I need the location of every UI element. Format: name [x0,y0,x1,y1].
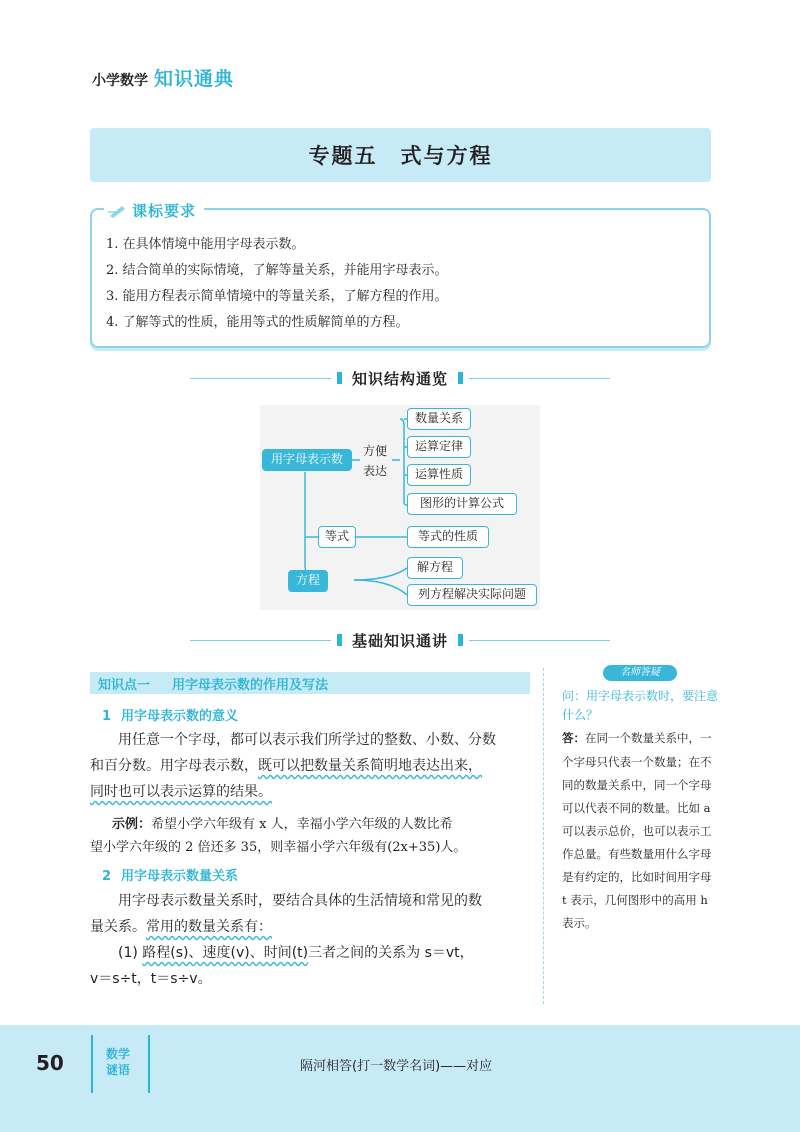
book-title: 知识通典 [154,68,235,90]
footer-divider [91,1035,93,1093]
knowledge-point-header [90,672,530,694]
curriculum-heading [104,200,204,221]
example-block [90,812,524,859]
divider-line [190,378,331,379]
text-segment: 和百分数。用字母表示数， [90,758,258,774]
curriculum-heading-text: 课标要求 [132,202,197,220]
subsection-title: 用字母表示数的意义 [121,709,239,724]
text-segment: (1) [118,945,143,961]
node-shape-formulas: 图形的计算公式 [407,493,517,515]
subsection-number: 1 [102,709,112,724]
node-apply-equation: 列方程解决实际问题 [407,584,537,606]
riddle-tag-line: 数学 [105,1047,130,1061]
teacher-qa-sidebar [562,665,718,935]
example-text: 希望小学六年级有 x 人，幸福小学六年级的人数比希 [151,817,453,832]
divider-bar [337,372,342,384]
emphasized-text: 同时也可以表示运算的结果。 [90,784,272,800]
page-footer [0,1025,800,1132]
divider-line [469,378,610,379]
divider-bar [458,372,463,384]
paragraph-line [90,940,522,966]
knowledge-structure-diagram [260,405,540,610]
node-letters-as-numbers: 用字母表示数 [262,449,352,471]
pen-icon [108,204,128,218]
bridge-label-line1: 方便 [363,444,388,458]
node-equation: 方程 [288,570,328,592]
paragraph-line: v＝s÷t，t＝s÷v。 [90,971,212,987]
requirement-item: 1. 在具体情境中能用字母表示数。 [106,237,305,252]
node-quantity-relation: 数量关系 [407,408,471,430]
sidebar-answer [562,727,718,935]
emphasized-text: 常用的数量关系有： [146,919,272,935]
paragraph-line: 用字母表示数量关系时，要结合具体的生活情境和常见的数 [118,893,482,909]
example-line [112,812,524,836]
subsection-number: 2 [102,869,112,884]
requirement-item: 3. 能用方程表示简单情境中的等量关系，了解方程的作用。 [106,289,448,304]
requirement-list [106,232,448,336]
book-series: 小学数学 [92,73,148,89]
knowledge-point-title: 用字母表示数的作用及写法 [172,677,329,693]
example-label: 示例： [112,816,152,831]
paragraph-line [90,753,522,779]
sidebar-question: 问：用字母表示数时，要注意什么？ [562,689,719,722]
divider-bar [337,634,342,646]
curriculum-box [90,202,711,348]
node-equality-property: 等式的性质 [407,526,489,548]
paragraph-line: 用任意一个字母，都可以表示我们所学过的整数、小数、分数 [118,732,496,748]
riddle-tag-line: 谜语 [105,1063,130,1077]
sidebar-divider [543,668,544,1004]
divider-bar [458,634,463,646]
text-segment: 三者之间的关系为 s＝vt， [308,945,474,961]
paragraph-line [90,914,522,940]
subsection-title: 用字母表示数量关系 [121,869,239,884]
emphasized-text: 路程(s)、速度(v)、时间(t) [142,945,309,961]
divider-line [469,640,610,641]
answer-text: 在同一个数量关系中，一个字母只代表一个数量；在不同的数量关系中，同一个字母可以代表不同的数量。比如 a 可以表示总价，也可以表示工作总量。有些数量用什么字母是有约定的，比如时间用字母 t 表示，几何图形中的高用 h 表示。 [562,731,712,930]
emphasized-text: 既可以把数量关系简明地表达出来， [258,758,482,774]
basics-heading [190,630,610,650]
subsection-1 [102,705,238,724]
node-operation-law: 运算定律 [407,436,471,458]
math-riddle: 隔河相答(打一数学名词)——对应 [300,1059,493,1074]
bridge-label-line2: 表达 [363,464,388,478]
teacher-qa-badge: 名师答疑 [603,665,677,681]
node-solve-equation: 解方程 [407,557,463,579]
footer-divider [148,1035,150,1093]
requirement-item: 4. 了解等式的性质，能用等式的性质解简单的方程。 [106,315,409,330]
paragraph-relations [90,888,522,992]
example-line: 望小学六年级的 2 倍还多 35，则幸福小学六年级有(2x+35)人。 [90,840,467,855]
paragraph-meaning [90,727,522,805]
node-operation-property: 运算性质 [407,464,471,486]
topic-banner [90,128,711,182]
book-header [92,64,234,88]
topic-title: 专题五 式与方程 [308,143,493,168]
node-equality: 等式 [318,526,356,548]
basics-heading-text: 基础知识通讲 [352,631,449,650]
subsection-2 [102,865,238,884]
divider-line [190,640,331,641]
knowledge-point-number: 知识点一 [98,677,151,693]
page-number: 50 [36,1051,64,1075]
riddle-tag [100,1046,136,1078]
overview-heading [190,368,610,388]
text-segment: 量关系。 [90,919,146,935]
answer-label: 答： [562,733,585,745]
overview-heading-text: 知识结构通览 [352,369,449,388]
requirement-item: 2. 结合简单的实际情境，了解等量关系，并能用字母表示。 [106,263,448,278]
